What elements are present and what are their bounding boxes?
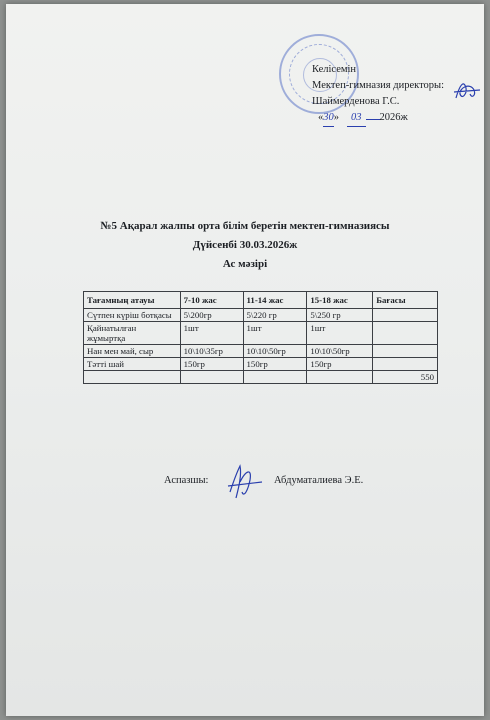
menu-table: [83, 291, 438, 384]
dish-name: Қайнатылған жұмыртқа: [84, 322, 181, 345]
portion-15-18: 10\10\50гр: [307, 345, 373, 358]
menu-date: Дүйсенбі 30.03.2026ж: [192, 239, 298, 251]
price-cell: [373, 345, 438, 358]
approval-title: Келісемін: [312, 64, 357, 75]
cook-signature-line: [164, 475, 364, 486]
portion-15-18: 1шт: [307, 322, 373, 345]
header-price: Бағасы: [373, 292, 438, 309]
header-dish: Тағамның атауы: [84, 292, 181, 309]
approval-day: 30: [323, 112, 334, 123]
portion-7-10: 1шт: [180, 322, 243, 345]
table-row: [84, 345, 438, 358]
table-row: [84, 322, 438, 345]
menu-title: Ас мәзірі: [222, 258, 268, 270]
school-name: №5 Ақарал жалпы орта білім беретін мектеп-гимназиясы: [100, 220, 390, 232]
document-page: [6, 4, 484, 716]
portion-11-14: 10\10\50гр: [243, 345, 307, 358]
cook-name: Абдуматалиева Э.Е.: [274, 475, 364, 486]
portion-15-18: 150гр: [307, 358, 373, 371]
approval-position: Мектеп-гимназия директоры:: [312, 80, 445, 91]
price-cell: [373, 322, 438, 345]
table-row: [84, 358, 438, 371]
portion-11-14: 150гр: [243, 358, 307, 371]
portion-11-14: 5\220 гр: [243, 309, 307, 322]
price-cell: [373, 358, 438, 371]
portion-15-18: 5\250 гр: [307, 309, 373, 322]
dish-name: Сүтпен күріш ботқасы: [84, 309, 181, 322]
dish-name: Нан мен май, сыр: [84, 345, 181, 358]
header-age-15-18: 15-18 жас: [307, 292, 373, 309]
portion-7-10: 5\200гр: [180, 309, 243, 322]
director-signature: [452, 78, 482, 104]
empty-cell: [84, 371, 181, 384]
table-total-row: [84, 371, 438, 384]
document-heading: [6, 217, 484, 274]
empty-cell: [307, 371, 373, 384]
empty-cell: [243, 371, 307, 384]
approval-block: [312, 62, 444, 127]
approval-month: 03: [351, 112, 362, 123]
header-age-11-14: 11-14 жас: [243, 292, 307, 309]
header-age-7-10: 7-10 жас: [180, 292, 243, 309]
portion-11-14: 1шт: [243, 322, 307, 345]
table-row: [84, 309, 438, 322]
approval-year: 2026ж: [379, 112, 408, 123]
table-header-row: [84, 292, 438, 309]
approval-date: «30» 03 2026ж: [318, 110, 444, 127]
cook-label: Аспазшы:: [164, 475, 209, 486]
empty-cell: [180, 371, 243, 384]
dish-name: Тәтті шай: [84, 358, 181, 371]
cook-signature: [224, 462, 266, 502]
portion-7-10: 10\10\35гр: [180, 345, 243, 358]
portion-7-10: 150гр: [180, 358, 243, 371]
total-price: 550: [373, 371, 438, 384]
approval-director-name: Шаймерденова Г.С.: [312, 96, 400, 107]
price-cell: [373, 309, 438, 322]
